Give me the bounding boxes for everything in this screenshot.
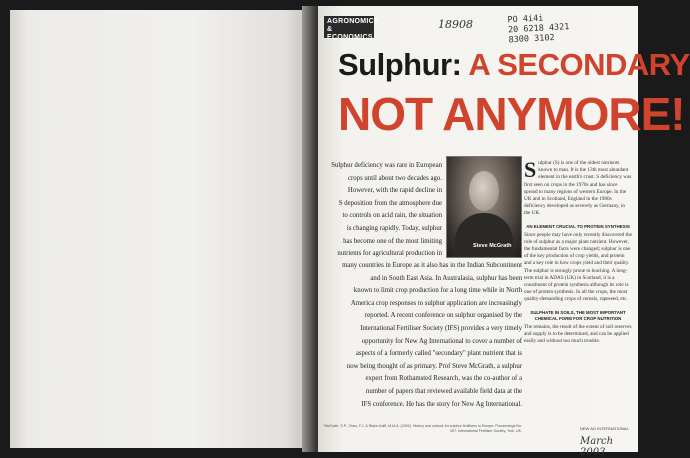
body-paragraph-3: The remains, the result of the extent of soil reserves and supply is to be determined, and can be applied easily and without too much trouble.	[524, 323, 632, 345]
intro-line: America crop responses to sulphur application are increasingly	[350, 299, 522, 307]
article-title-line2: NOT ANYMORE!	[338, 88, 685, 140]
publication-footer: NEW AG INTERNATIONAL	[580, 426, 629, 431]
intro-line: and in South East Asia. In Australasia, sulphur has been	[370, 274, 522, 282]
intro-line: aspects of a formerly called "secondary" plant nutrient that is	[355, 350, 522, 358]
intro-paragraph	[322, 160, 442, 261]
intro-line: reported. A recent conference on sulphur organised by the	[364, 312, 522, 320]
intro-line: known to limit crop production for a long time while in North	[353, 287, 522, 295]
author-photo	[446, 156, 522, 258]
footnote: *McGrath, S.P., Zhao, F.J. & Blake-Kalff, M.M.A. (2002). History and outlook for sulphur fertilisers in Europe. Proceedings No. 497, International Fertiliser Society, York, UK.	[323, 424, 522, 433]
stamp-line: PO 4i4i	[507, 13, 544, 26]
intro-line: now being thought of as primary. Prof Steve McGrath, a sulphur	[346, 362, 522, 370]
intro-line: is changing rapidly. Today, sulphur	[346, 224, 442, 232]
title-part2: A SECONDARY	[468, 47, 690, 82]
body-column	[524, 157, 632, 345]
handwritten-stamp	[507, 9, 636, 46]
intro-line: opportunity for New Ag International to cover a number of	[361, 337, 522, 345]
drop-cap: S	[524, 157, 537, 182]
intro-line: many countries in Europe as it also has in the Indian Subcontinent	[342, 262, 522, 269]
body-paragraph-1	[524, 157, 632, 218]
stamp-line: 20 6218 4321	[507, 22, 570, 36]
photo-body	[455, 213, 513, 257]
intro-line: has become one of the most limiting	[343, 237, 442, 245]
intro-line: expert from Rothamsted Research, was the co-author of a	[365, 375, 522, 383]
intro-line: nutrients for agricultural production in	[337, 250, 442, 258]
right-article-page	[318, 6, 690, 458]
paragraph-text: ulphur (S) is one of the oldest nutrients known to man. It is the 13th most abundant element in the earth's crust. S deficiency was first seen on crops in the 1970s and has since spread to many regions of western Europe. In the UK and in Scotland, England in the 1980s deficiency developed as severely as Germany, in the UK.	[524, 160, 632, 217]
article-title-line1	[338, 47, 690, 82]
intro-line: number of papers that reviewed available field data at the	[365, 387, 522, 395]
intro-line: crops until about two decades ago.	[348, 174, 442, 182]
photo-caption: Steve McGrath	[473, 243, 512, 249]
section-tag	[324, 16, 379, 41]
photo-head	[469, 171, 499, 211]
title-part1: Sulphur:	[338, 47, 462, 82]
subhead-protein: AN ELEMENT CRUCIAL TO PROTEIN SYNTHESIS	[526, 223, 630, 229]
handwritten-date: March 2003	[580, 436, 614, 458]
intro-line: to controls on acid rain, the situation	[342, 212, 442, 220]
body-paragraph-2: Since people may have only recently discovered the role of sulphur as a major plant nutrient. However, the fundamental facts were changed; sulphur is one of the key production of crop yields, and protein and a key role in how crops yield and their quality. The sulphur is strongly prone to leaching. A long-term trial in ADAS (UK) in Scotland, it is a constituent of protein synthesis although its role is one of protein synthesis. In all the crops, the most quality-demanding crops of cereals, rapeseed, etc.	[524, 231, 632, 303]
intro-line: However, with the rapid decline in	[347, 187, 442, 195]
intro-line: S deposition from the atmosphere due	[338, 199, 442, 207]
left-blank-page	[10, 10, 310, 448]
section-tag-line2: & ECONOMICS	[327, 26, 373, 41]
intro-line: International Fertiliser Society (IFS) provides a very timely	[360, 324, 522, 332]
stamp-line: 8300 3102	[508, 32, 555, 46]
subhead-sulphate: SULPHATE IN SOILS, THE MOST IMPORTANT CHEMICAL FORM FOR CROP NUTRITION	[530, 309, 626, 321]
intro-paragraph-continued	[322, 260, 522, 411]
handwritten-number: 18908	[438, 18, 473, 31]
section-tag-line1: AGRONOMICS	[327, 18, 379, 25]
intro-line: Sulphur deficiency was rare in European	[331, 162, 442, 169]
intro-line: IFS conference. He has the story for New Ag International.	[361, 400, 522, 408]
